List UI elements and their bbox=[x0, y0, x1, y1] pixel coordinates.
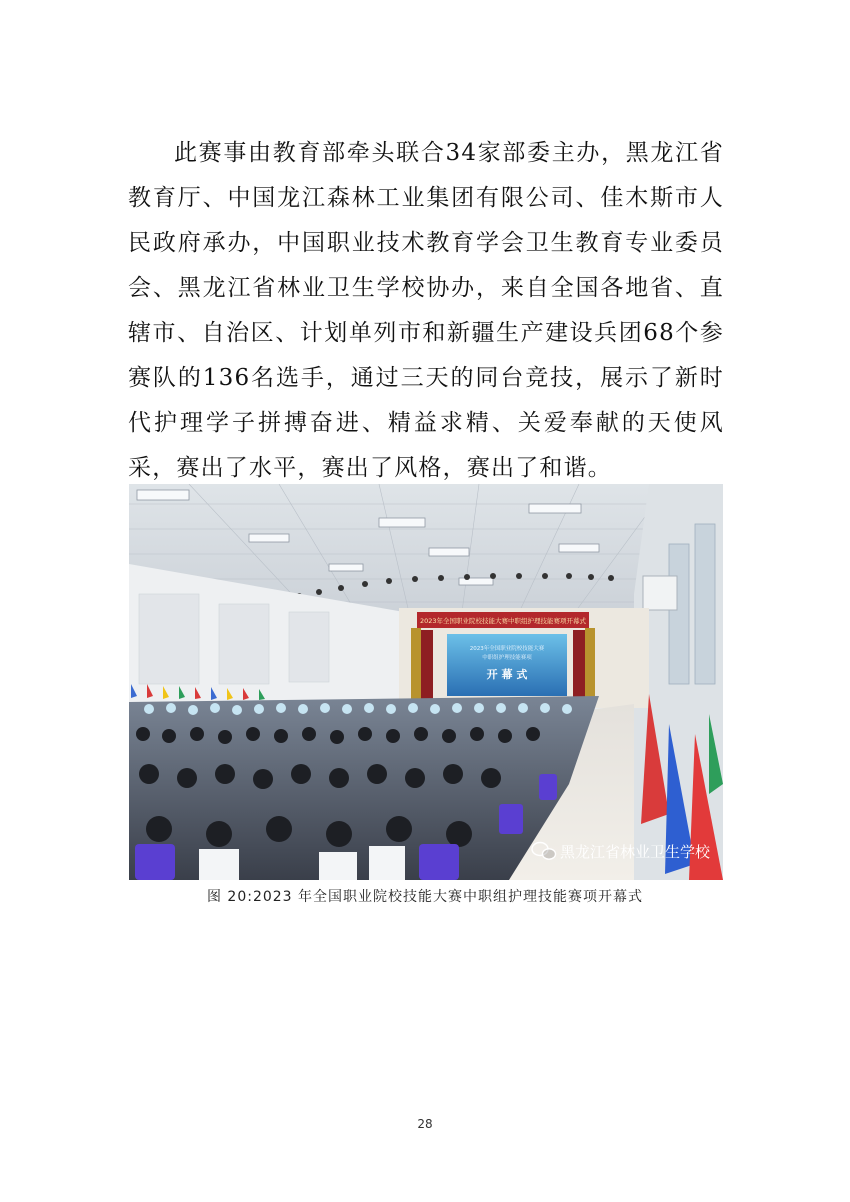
watermark-text: 黑龙江省林业卫生学校 bbox=[560, 843, 711, 861]
body-paragraph: 此赛事由教育部牵头联合34家部委主办，黑龙江省教育厅、中国龙江森林工业集团有限公司、佳木斯市人民政府承办，中国职业技术教育学会卫生教育专业委员会、黑龙江省林业卫生学校协办，来自全国各地省、直辖市、自治区、计划单列市和新疆生产建设兵团68个参赛队的136名选手，通过三天的同台竞技，展示了新时代护理学子拼搏奋进、精益求精、关爱奉献的天使风采，赛出了水平，赛出了风格，赛出了和谐。 bbox=[128, 140, 724, 481]
stage-screen bbox=[447, 634, 567, 696]
left-pillar bbox=[411, 628, 421, 700]
screen-line-1: 2023年全国职业院校技能大赛 bbox=[469, 646, 545, 652]
page-number: 28 bbox=[417, 1117, 433, 1131]
right-pillar bbox=[585, 628, 595, 700]
screen-title: 开 幕 式 bbox=[486, 668, 528, 681]
stage-banner-text: 2023年全国职业院校技能大赛中职组护理技能赛项开幕式 bbox=[419, 617, 587, 625]
screen-line-2: 中职组护理技能赛项 bbox=[482, 655, 532, 661]
opening-ceremony-photo bbox=[129, 484, 723, 880]
figure-caption: 图 20:2023 年全国职业院校技能大赛中职组护理技能赛项开幕式 bbox=[206, 889, 644, 905]
